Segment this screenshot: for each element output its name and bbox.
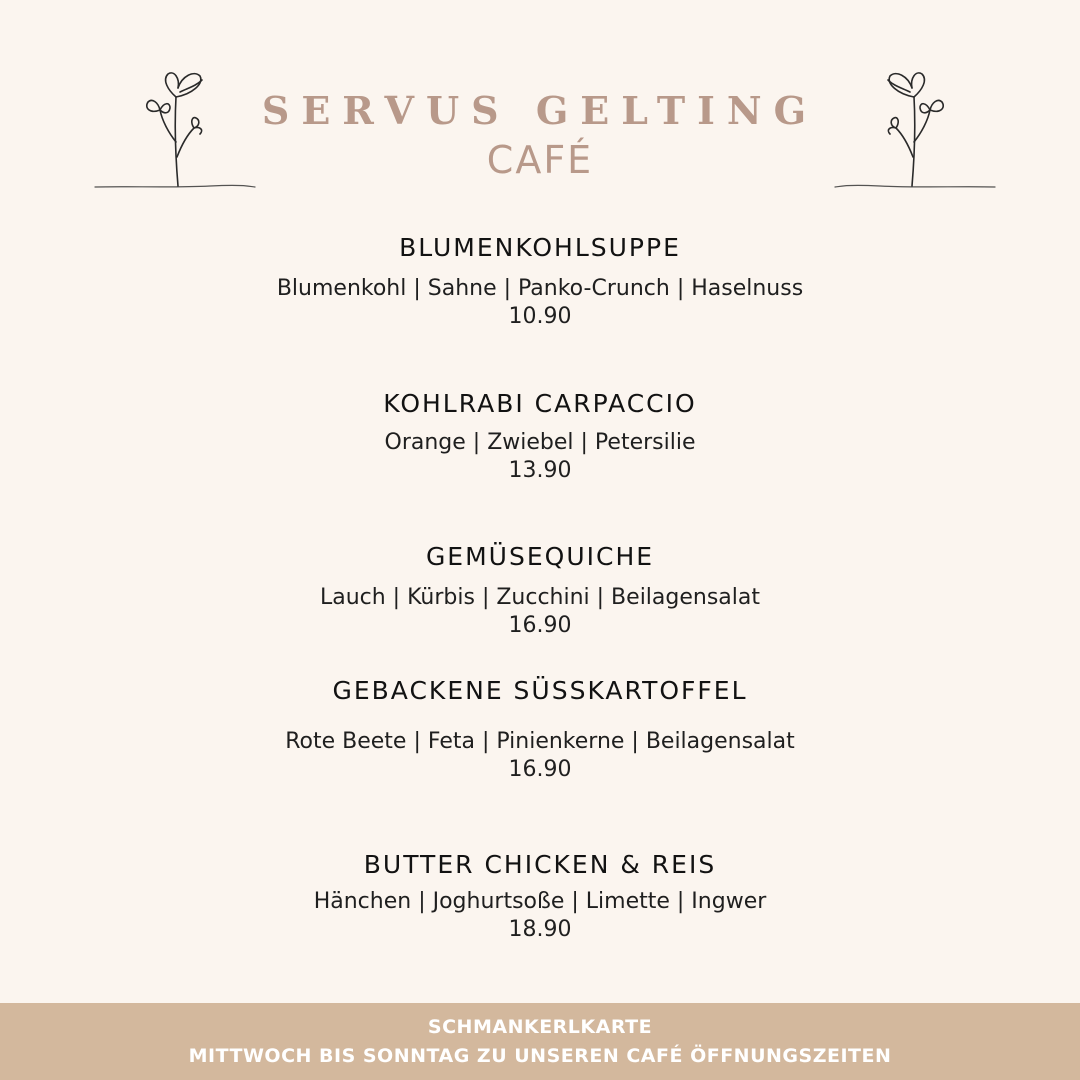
footer-banner	[0, 1003, 1080, 1080]
menu-item-price: 16.90	[508, 757, 572, 782]
menu-item	[0, 389, 1080, 485]
menu-item-description: Hänchen | Joghurtsoße | Limette | Ingwer	[313, 889, 767, 914]
menu-item	[0, 850, 1080, 944]
cafe-name: SERVUS GELTING	[261, 88, 819, 133]
menu-item-description: Rote Beete | Feta | Pinienkerne | Beilagensalat	[285, 729, 795, 754]
menu-item-price: 10.90	[508, 304, 572, 329]
menu-item-name: BUTTER CHICKEN & REIS	[363, 850, 717, 879]
footer-hours-note: MITTWOCH BIS SONNTAG ZU UNSEREN CAFÉ ÖFFNUNGSZEITEN	[188, 1045, 892, 1067]
menu-item-price: 16.90	[508, 613, 572, 638]
menu-item-price: 18.90	[508, 917, 572, 942]
menu-item	[0, 542, 1080, 640]
menu-item-name: GEMÜSEQUICHE	[425, 542, 655, 571]
menu-item-description: Orange | Zwiebel | Petersilie	[384, 430, 696, 455]
menu-item-name: KOHLRABI CARPACCIO	[383, 389, 697, 418]
menu-item	[0, 233, 1080, 331]
menu-item-name: GEBACKENE SÜSSKARTOFFEL	[332, 676, 748, 705]
menu-item	[0, 676, 1080, 784]
cafe-subtitle: CAFÉ	[486, 138, 594, 182]
menu-item-description: Blumenkohl | Sahne | Panko-Crunch | Haselnuss	[276, 276, 804, 301]
menu-item-description: Lauch | Kürbis | Zucchini | Beilagensalat	[319, 585, 761, 610]
menu-item-price: 13.90	[508, 458, 572, 483]
menu-item-name: BLUMENKOHLSUPPE	[399, 233, 681, 262]
footer-title: SCHMANKERLKARTE	[427, 1016, 653, 1038]
